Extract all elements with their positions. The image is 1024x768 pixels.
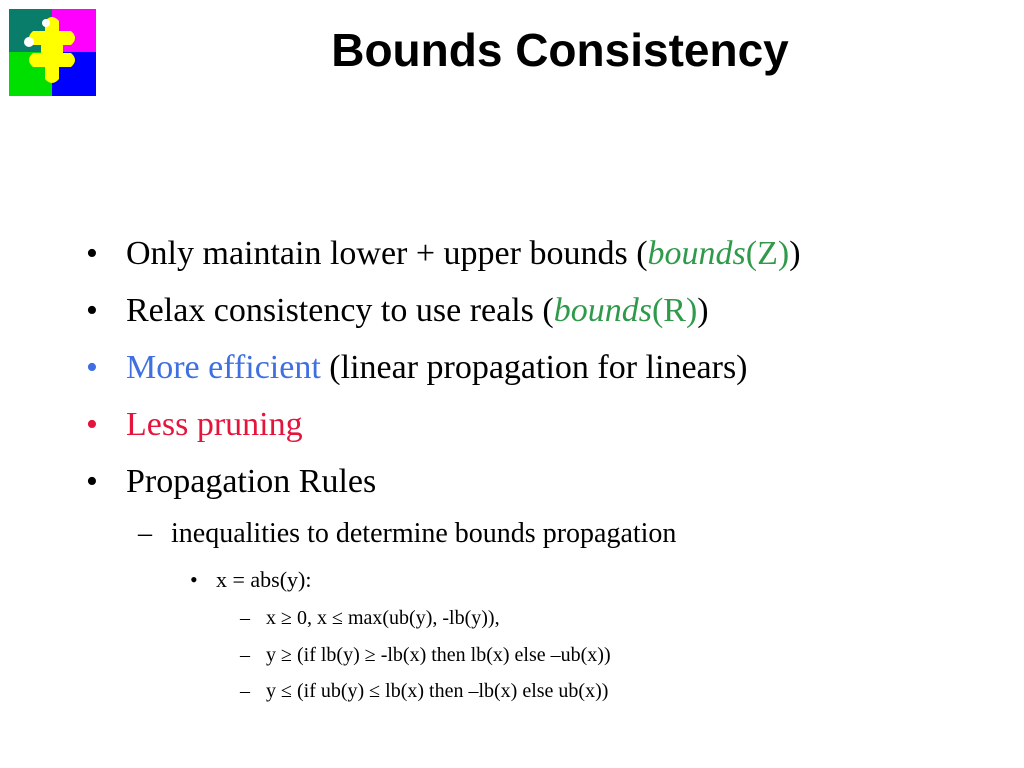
rule-text: x ≥ 0, x ≤ max(ub(y), -lb(y)),	[266, 607, 500, 629]
rule-marker: –	[240, 680, 250, 702]
highlight-text: More efficient	[126, 349, 321, 386]
bounds-term: bounds	[647, 235, 746, 272]
bullet-marker: •	[86, 235, 98, 272]
bullet-text-part: Relax consistency to use reals (	[126, 292, 554, 329]
sub-sub-bullet-text: x = abs(y):	[216, 567, 312, 592]
sub-sub-bullet-marker: •	[190, 567, 198, 592]
sub-bullet-marker: –	[138, 518, 152, 549]
domain-term: (R)	[651, 292, 698, 329]
bullet-marker: •	[86, 406, 98, 443]
bullet-text: Propagation Rules	[126, 463, 377, 500]
bullet-text	[126, 234, 801, 274]
bullet-marker: •	[86, 349, 98, 386]
bullet-text-part: )	[697, 292, 709, 329]
bullet-text-part: )	[789, 235, 801, 272]
bullet-marker: •	[86, 292, 98, 329]
bullet-marker: •	[86, 463, 98, 500]
bounds-term: bounds	[553, 292, 652, 329]
bullet-text	[126, 348, 748, 388]
rule-text: y ≥ (if lb(y) ≥ -lb(x) then lb(x) else –ub(x))	[266, 644, 611, 666]
bullet-text	[126, 291, 709, 331]
bullet-text-part: Only maintain lower + upper bounds (	[126, 235, 648, 272]
domain-term: (Z)	[745, 235, 790, 272]
slide-title: Bounds Consistency	[331, 24, 789, 76]
bullet-text	[126, 405, 303, 445]
rule-marker: –	[240, 607, 250, 629]
highlight-text: Less pruning	[126, 406, 303, 443]
rule-text: y ≤ (if ub(y) ≤ lb(x) then –lb(x) else ub(x))	[266, 680, 609, 702]
bullet-text-part: (linear propagation for linears)	[320, 349, 748, 386]
rule-marker: –	[240, 644, 250, 666]
sub-bullet-text: inequalities to determine bounds propagation	[171, 518, 677, 549]
